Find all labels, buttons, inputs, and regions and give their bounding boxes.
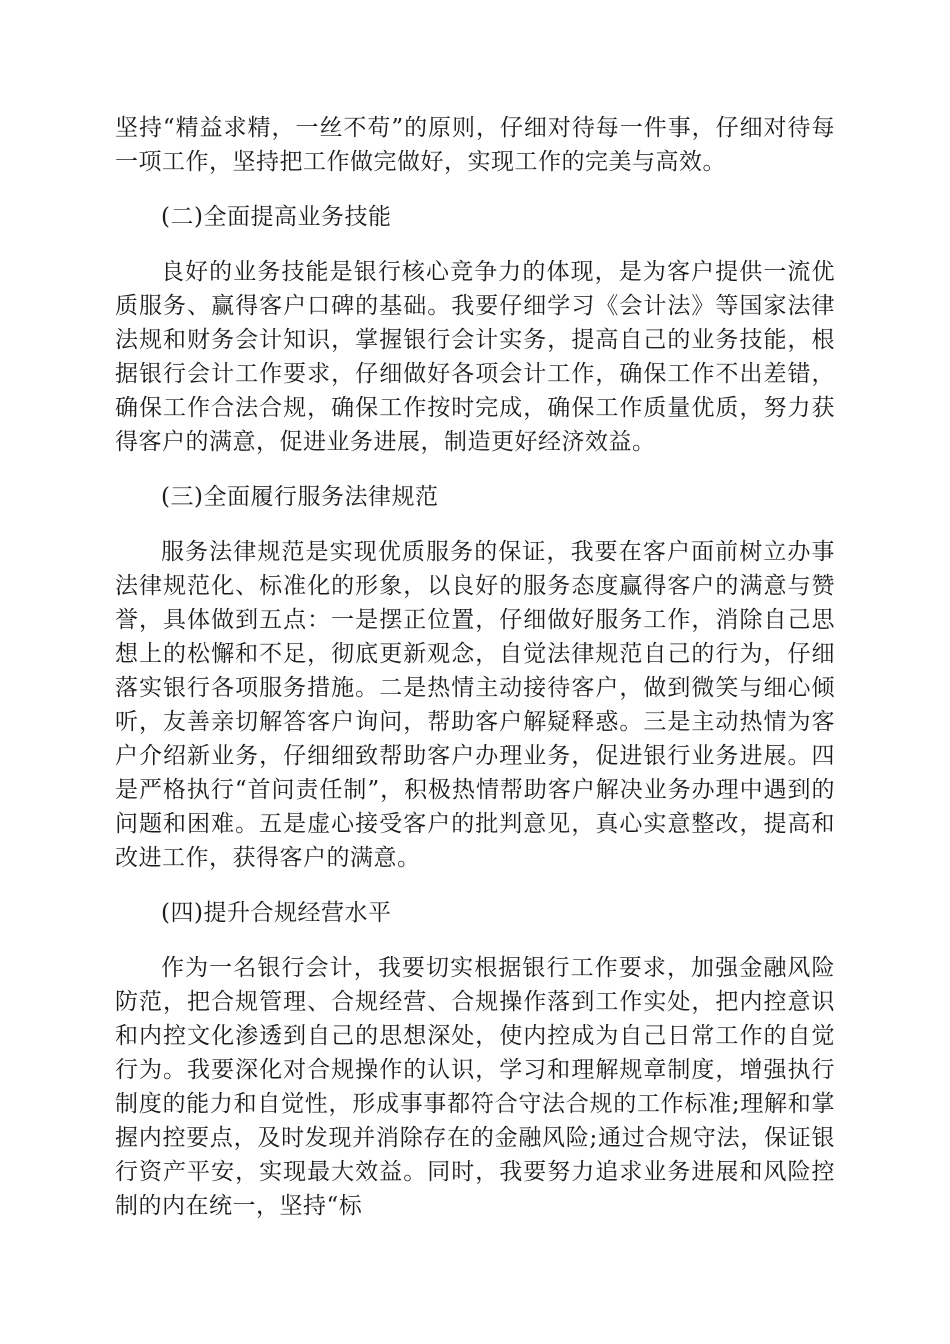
paragraph-compliance: 作为一名银行会计，我要切实根据银行工作要求，加强金融风险防范，把合规管理、合规经营、合规操作落到工作实处，把内控意识和内控文化渗透到自己的思想深处，使内控成为自己日常工作的自觉行为。我要深化对合规操作的认识，学习和理解规章制度，增强执行制度的能力和自觉性，形成事事都符合守法合规的工作标准;理解和掌握内控要点，及时发现并消除存在的金融风险;通过合规守法，保证银行资产平安，实现最大效益。同时，我要努力追求业务进展和风险控制的内在统一，坚持“标 [115, 955, 835, 1219]
paragraph-business-skills: 良好的业务技能是银行核心竞争力的体现，是为客户提供一流优质服务、赢得客户口碑的基础。我要仔细学习《会计法》等国家法律法规和财务会计知识，掌握银行会计实务，提高自己的业务技能，根据银行会计工作要求，仔细做好各项会计工作，确保工作不出差错，确保工作合法合规，确保工作按时完成，确保工作质量优质，努力获得客户的满意，促进业务进展，制造更好经济效益。 [115, 259, 835, 455]
section-heading-3: (三)全面履行服务法律规范 [161, 484, 439, 510]
paragraph-continuation: 坚持“精益求精，一丝不苟”的原则，仔细对待每一件事，仔细对待每一项工作，坚持把工作做完做好，实现工作的完美与高效。 [115, 115, 835, 175]
section-heading-2: (二)全面提高业务技能 [161, 204, 392, 230]
document-page [115, 111, 835, 1223]
paragraph-service-standards: 服务法律规范是实现优质服务的保证，我要在客户面前树立办事法律规范化、标准化的形象，以良好的服务态度赢得客户的满意与赞誉，具体做到五点：一是摆正位置，仔细做好服务工作，消除自己思想上的松懈和不足，彻底更新观念，自觉法律规范自己的行为，仔细落实银行各项服务措施。二是热情主动接待客户，做到微笑与细心倾听，友善亲切解答客户询问，帮助客户解疑释惑。三是主动热情为客户介绍新业务，仔细细致帮助客户办理业务，促进银行业务进展。四是严格执行“首问责任制”，积极热情帮助客户解决业务办理中遇到的问题和困难。五是虚心接受客户的批判意见，真心实意整改，提高和改进工作，获得客户的满意。 [115, 539, 835, 871]
section-heading-4: (四)提升合规经营水平 [161, 900, 392, 926]
